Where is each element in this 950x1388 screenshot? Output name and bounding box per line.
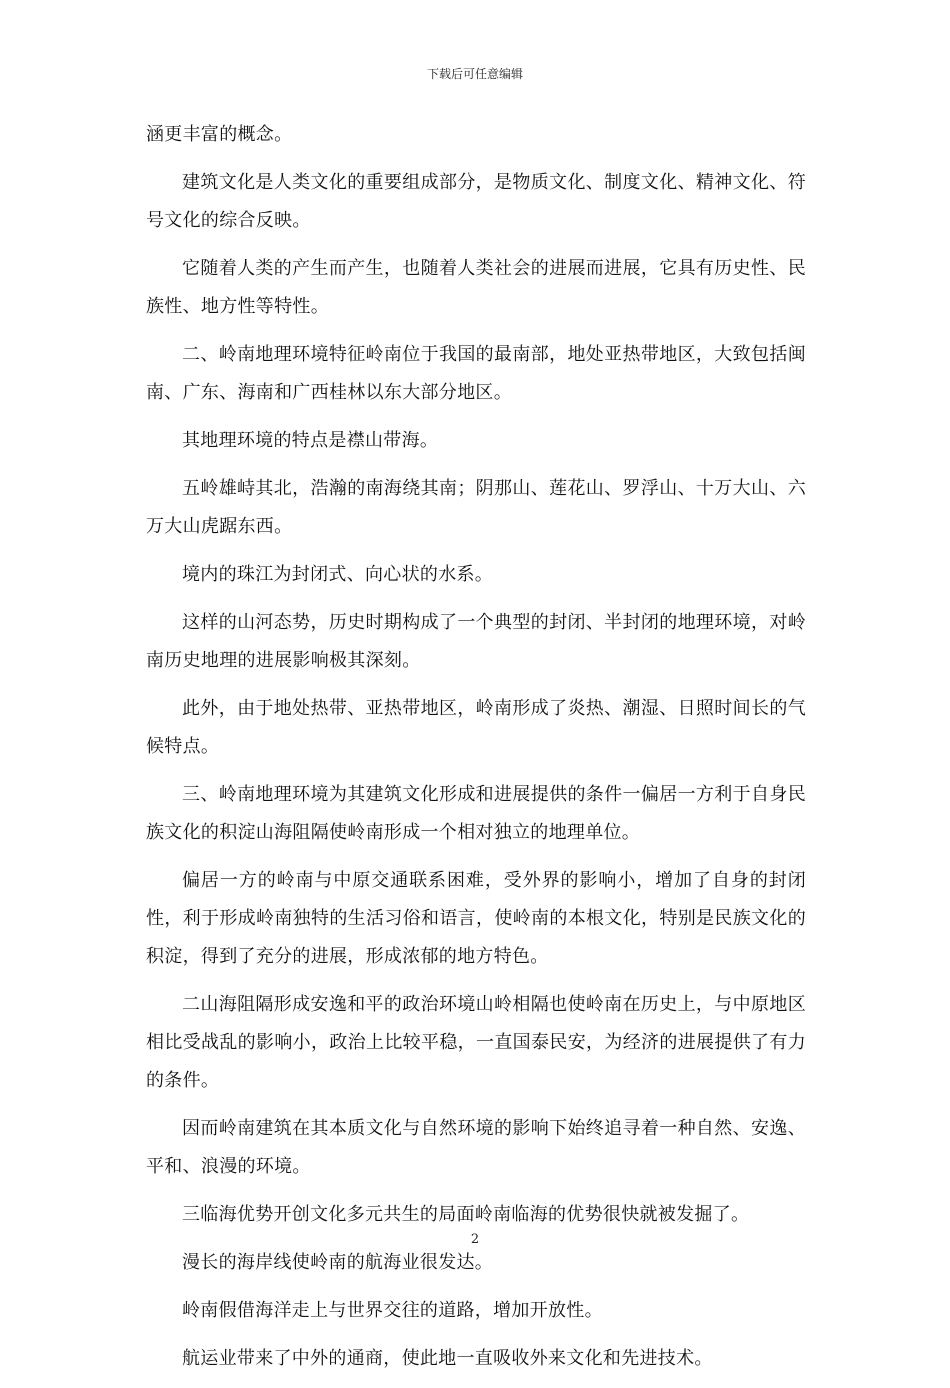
paragraph: 三临海优势开创文化多元共生的局面岭南临海的优势很快就被发掘了。 — [182, 1204, 750, 1225]
paragraph: 建筑文化是人类文化的重要组成部分，是物质文化、制度文化、精神文化、符号文化的综合反映。 — [146, 172, 806, 231]
paragraph: 漫长的海岸线使岭南的航海业很发达。 — [182, 1252, 494, 1273]
document-body — [146, 116, 806, 1388]
paragraph: 五岭雄峙其北，浩瀚的南海绕其南；阴那山、莲花山、罗浮山、十万大山、六万大山虎踞东西。 — [146, 478, 806, 537]
paragraph: 涵更丰富的概念。 — [146, 124, 293, 145]
page-header: 下载后可任意编辑 — [426, 67, 523, 81]
paragraph: 这样的山河态势，历史时期构成了一个典型的封闭、半封闭的地理环境，对岭南历史地理的进展影响极其深刻。 — [146, 612, 806, 671]
paragraph: 偏居一方的岭南与中原交通联系困难，受外界的影响小，增加了自身的封闭性，利于形成岭南独特的生活习俗和语言，使岭南的本根文化，特别是民族文化的积淀，得到了充分的进展，形成浓郁的地方特色。 — [146, 870, 806, 967]
paragraph: 二、岭南地理环境特征岭南位于我国的最南部，地处亚热带地区，大致包括闽南、广东、海南和广西桂林以东大部分地区。 — [146, 344, 806, 403]
paragraph: 岭南假借海洋走上与世界交往的道路，增加开放性。 — [182, 1300, 603, 1321]
paragraph: 其地理环境的特点是襟山带海。 — [182, 430, 439, 451]
paragraph: 此外，由于地处热带、亚热带地区，岭南形成了炎热、潮湿、日照时间长的气候特点。 — [146, 698, 806, 757]
paragraph: 二山海阻隔形成安逸和平的政治环境山岭相隔也使岭南在历史上，与中原地区相比受战乱的影响小，政治上比较平稳，一直国泰民安，为经济的进展提供了有力的条件。 — [146, 994, 806, 1091]
paragraph: 因而岭南建筑在其本质文化与自然环境的影响下始终追寻着一种自然、安逸、平和、浪漫的环境。 — [146, 1118, 806, 1177]
page-number: 2 — [470, 1232, 480, 1247]
paragraph: 三、岭南地理环境为其建筑文化形成和进展提供的条件一偏居一方利于自身民族文化的积淀山海阻隔使岭南形成一个相对独立的地理单位。 — [146, 784, 806, 843]
paragraph: 航运业带来了中外的通商，使此地一直吸收外来文化和先进技术。 — [182, 1348, 713, 1369]
paragraph: 境内的珠江为封闭式、向心状的水系。 — [182, 564, 494, 585]
paragraph: 它随着人类的产生而产生，也随着人类社会的进展而进展，它具有历史性、民族性、地方性等特性。 — [146, 258, 806, 317]
